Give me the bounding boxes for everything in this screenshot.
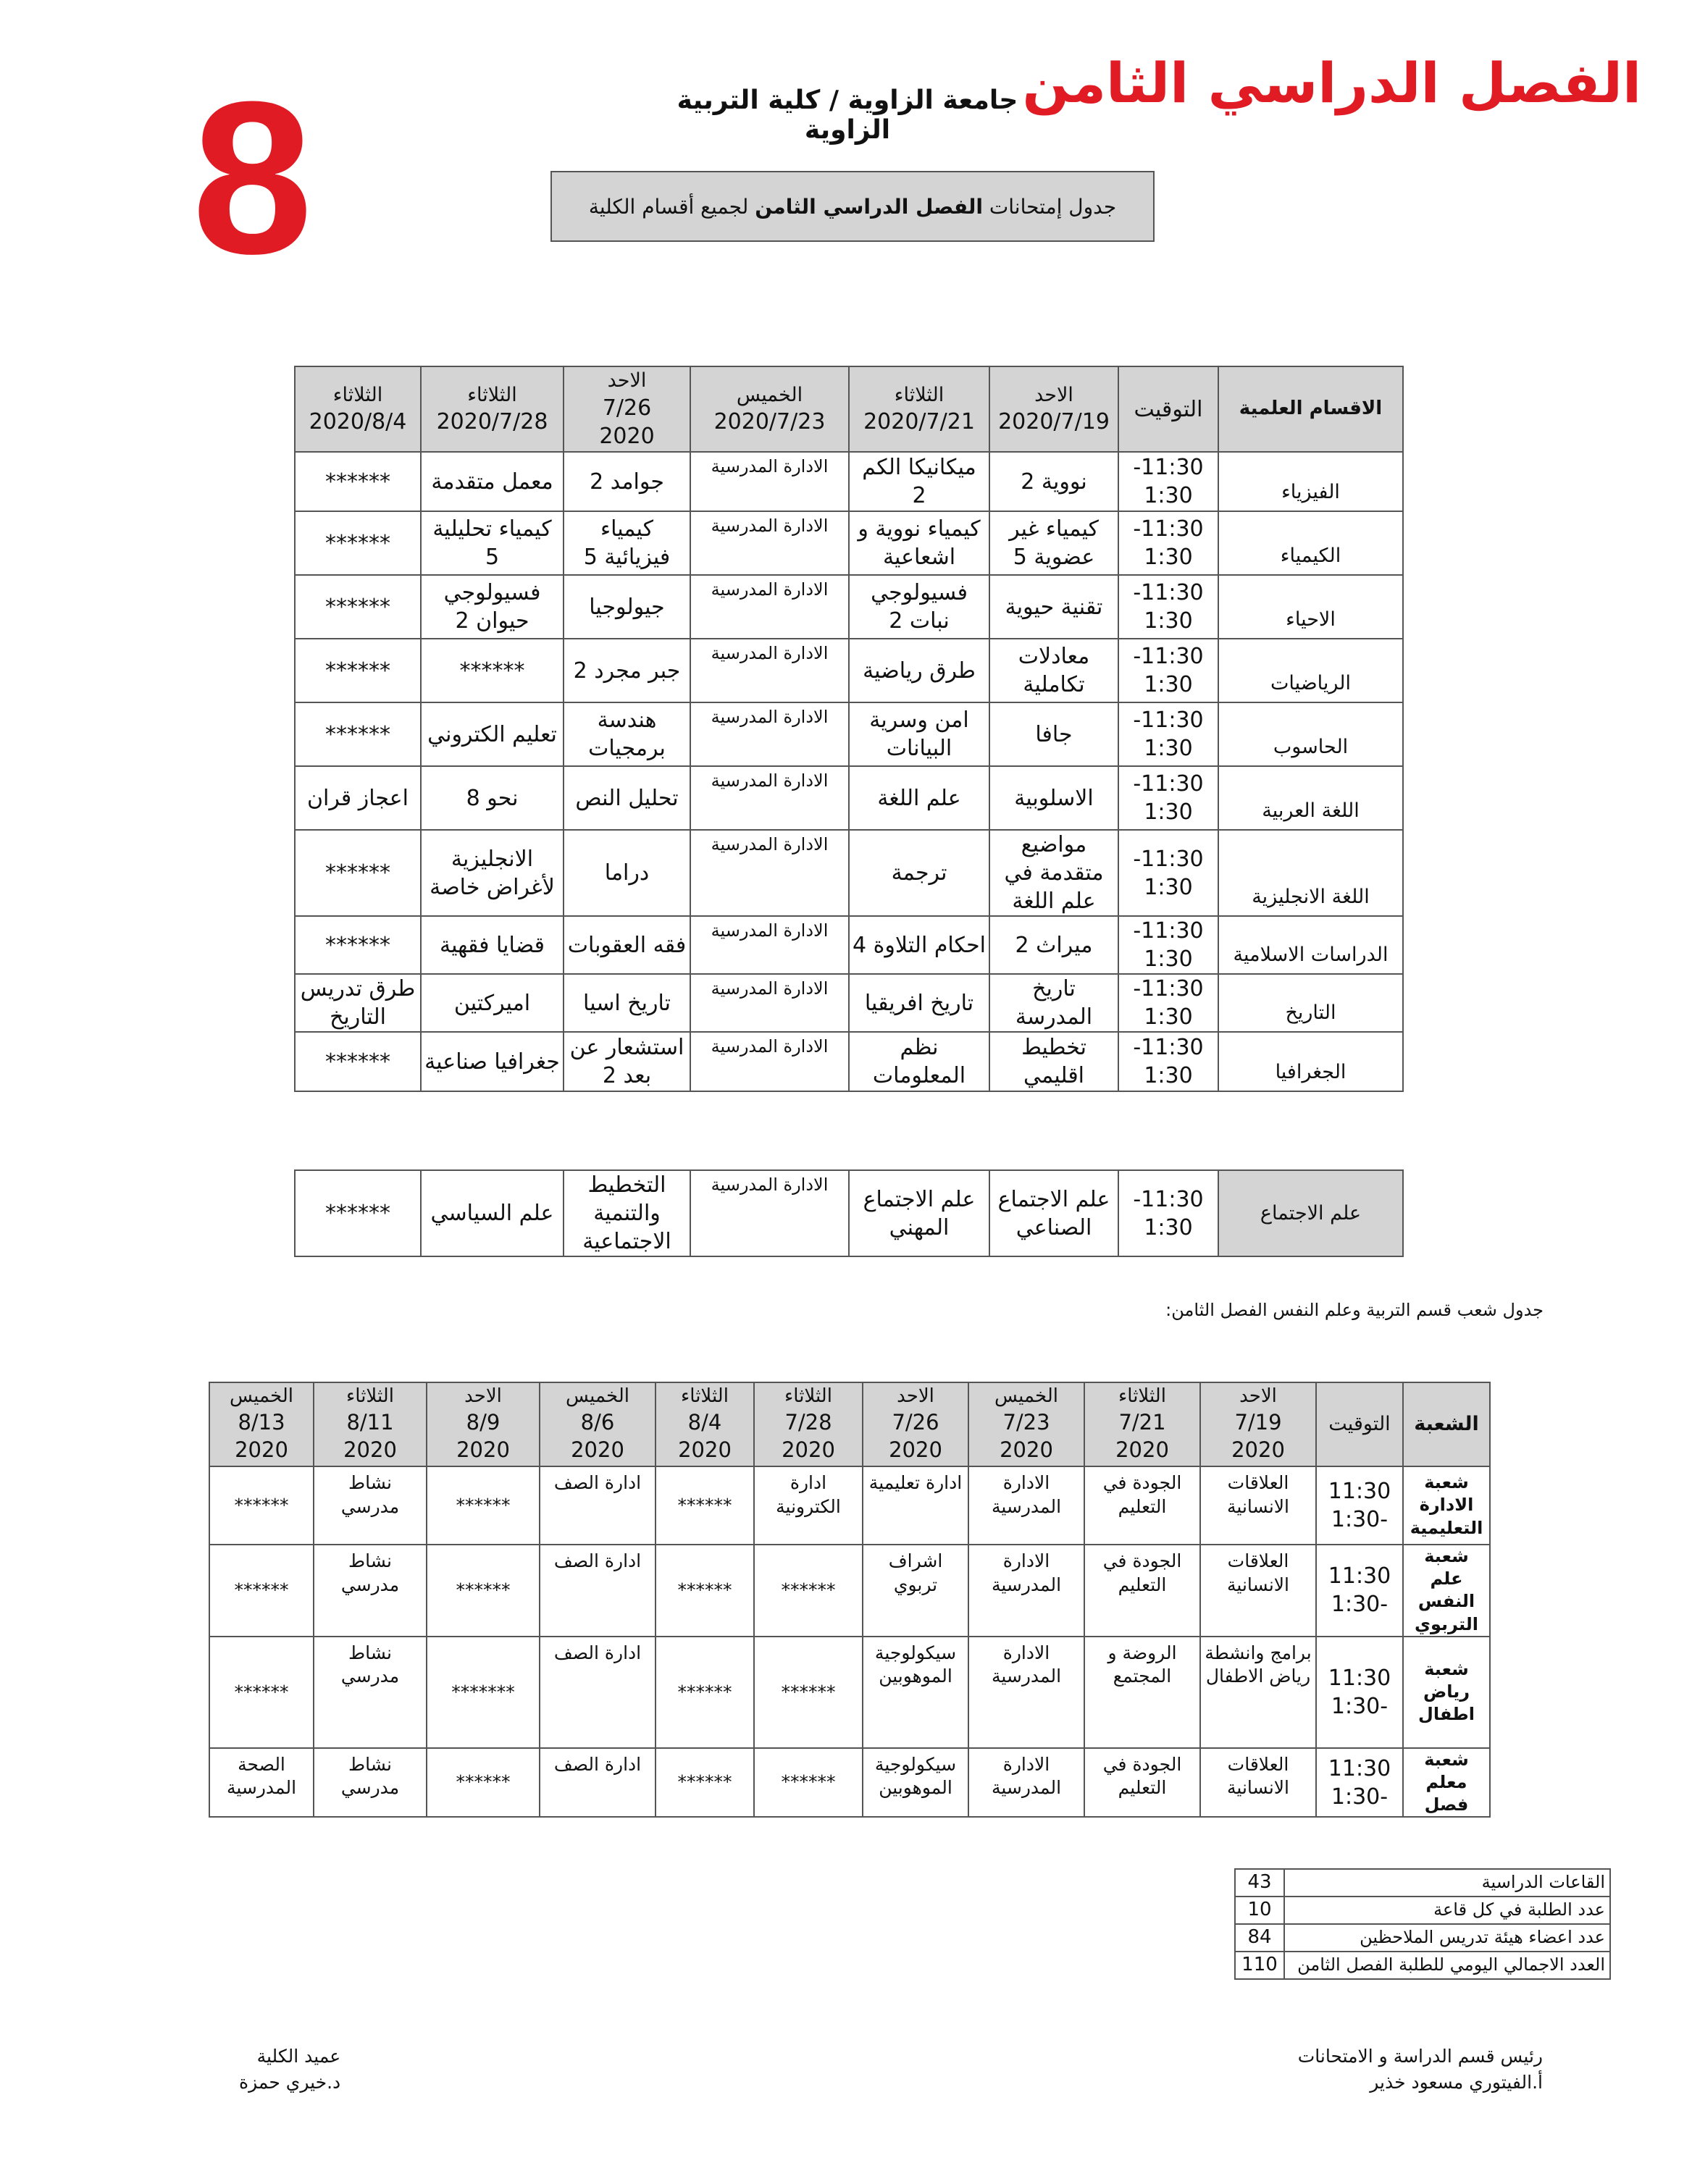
day-date: 7/26	[602, 395, 652, 421]
exam-cell: ******	[427, 1748, 540, 1818]
day-year: 2020	[1115, 1437, 1169, 1462]
day-year: 2020	[782, 1437, 835, 1462]
exam-cell: اشراف تربوي	[863, 1545, 968, 1637]
exam-cell: معادلات تكاملية	[989, 639, 1118, 702]
exam-cell: اميركتين	[421, 974, 564, 1032]
exam-cell: الادارة المدرسية	[968, 1637, 1084, 1748]
dept-name: الاحياء	[1218, 575, 1403, 639]
exam-cell: ******	[295, 916, 421, 974]
header-day-3	[690, 366, 849, 452]
branch-name: شعبة رياض اطفال	[1403, 1637, 1490, 1748]
exam-cell: الانجليزية لأغراض خاصة	[421, 830, 564, 916]
exam-cell: ******	[209, 1637, 314, 1748]
day-name: الاحد	[464, 1385, 502, 1408]
departments-exam-table	[294, 366, 1404, 1092]
exam-cell: تاريخ اسيا	[564, 974, 690, 1032]
dept-name: الحاسوب	[1218, 702, 1403, 766]
time-end: -1:30	[1331, 1507, 1389, 1532]
exam-time	[1316, 1748, 1403, 1818]
time-end: 1:30	[1144, 608, 1193, 634]
day-date: 7/28	[784, 1410, 832, 1435]
exam-cell: ******	[295, 1032, 421, 1091]
day-name: الثلاثاء	[332, 383, 383, 406]
header-day-1	[1200, 1382, 1316, 1466]
exam-cell: فسيولوجي نبات 2	[849, 575, 989, 639]
exam-cell: ******	[295, 1170, 421, 1256]
day-name: الثلاثاء	[467, 383, 517, 406]
time-start: 11:30-	[1133, 455, 1204, 480]
exam-cell: دراما	[564, 830, 690, 916]
exam-cell: ادارة تعليمية	[863, 1466, 968, 1545]
exam-cell: ******	[295, 511, 421, 575]
exam-cell: ******	[754, 1545, 863, 1637]
exam-cell: ******	[209, 1545, 314, 1637]
day-year: 2020	[343, 1437, 397, 1462]
exam-cell: ******	[209, 1466, 314, 1545]
dept-name: علم الاجتماع	[1218, 1170, 1403, 1256]
exam-cell: برامج وانشطة رياض الاطفال	[1200, 1637, 1316, 1748]
exam-cell: فسيولوجي حيوان 2	[421, 575, 564, 639]
exam-cell: ******	[656, 1545, 754, 1637]
time-end: 1:30	[1144, 545, 1193, 570]
day-year: 2020	[1000, 1437, 1053, 1462]
header-day-5	[421, 366, 564, 452]
exam-cell: كيمياء تحليلية 5	[421, 511, 564, 575]
subtitle-prefix: جدول إمتحانات	[989, 194, 1117, 219]
exam-cell: ******	[427, 1545, 540, 1637]
exam-cell: ******	[427, 1466, 540, 1545]
time-start: 11:30-	[1133, 580, 1204, 605]
header-day-5	[754, 1382, 863, 1466]
exam-cell: الصحة المدرسية	[209, 1748, 314, 1818]
time-end: 1:30	[1144, 1214, 1193, 1240]
header-day-7	[540, 1382, 656, 1466]
exam-cell: ******	[295, 830, 421, 916]
signature-title: عميد الكلية	[256, 2046, 341, 2067]
department-row	[295, 766, 1403, 830]
exam-cell: ******	[295, 452, 421, 511]
day-year: 2020	[678, 1437, 732, 1462]
exam-cell: *******	[427, 1637, 540, 1748]
exam-cell: هندسة برمجيات	[564, 702, 690, 766]
day-name: الخميس	[736, 383, 803, 406]
exam-time	[1118, 974, 1218, 1032]
day-year: 2020	[456, 1437, 510, 1462]
exam-time	[1118, 702, 1218, 766]
stat-value: 10	[1235, 1897, 1284, 1924]
time-start: 11:30-	[1133, 516, 1204, 542]
time-end: 1:30	[1144, 1004, 1193, 1030]
time-start: 11:30-	[1133, 644, 1204, 669]
exam-cell: ******	[656, 1637, 754, 1748]
exam-cell: تخطيط اقليمي	[989, 1032, 1118, 1091]
exam-cell: قضايا فقهية	[421, 916, 564, 974]
day-year: 2020	[1231, 1437, 1285, 1462]
header-time: التوقيت	[1316, 1382, 1403, 1466]
stat-label: القاعات الدراسية	[1284, 1869, 1610, 1897]
stat-value: 43	[1235, 1869, 1284, 1897]
department-row	[295, 830, 1403, 916]
header-day-9	[314, 1382, 427, 1466]
dept-name: الفيزياء	[1218, 452, 1403, 511]
exam-cell: ******	[656, 1748, 754, 1818]
department-row	[295, 639, 1403, 702]
stat-label: العدد الاجمالي اليومي للطلبة الفصل الثامن	[1284, 1952, 1610, 1979]
semester-number: 8	[192, 56, 313, 299]
exam-cell: فقه العقوبات	[564, 916, 690, 974]
department-row	[295, 511, 1403, 575]
exams-head-signature	[1298, 2044, 1543, 2096]
day-date: 2020/7/21	[863, 409, 975, 435]
exam-cell: ******	[754, 1637, 863, 1748]
time-start: 11:30-	[1133, 771, 1204, 797]
day-date: 2020/7/23	[713, 409, 826, 435]
subtitle-bold: الفصل الدراسي الثامن	[755, 194, 983, 219]
exam-cell: الادارة المدرسية	[690, 639, 849, 702]
exam-cell: ******	[656, 1466, 754, 1545]
signature-name: أ.الفيتوري مسعود خذير	[1370, 2072, 1543, 2093]
exam-time	[1118, 766, 1218, 830]
day-name: الثلاثاء	[894, 383, 945, 406]
day-date: 2020/7/19	[998, 409, 1110, 435]
dept-name: الرياضيات	[1218, 639, 1403, 702]
branch-name: شعبة علم النفس التربوي	[1403, 1545, 1490, 1637]
day-date: 8/9	[466, 1410, 501, 1435]
dept-name: الدراسات الاسلامية	[1218, 916, 1403, 974]
exam-time	[1118, 1032, 1218, 1091]
header-day-4	[863, 1382, 968, 1466]
exam-cell: ادارة الصف	[540, 1637, 656, 1748]
department-row	[295, 1032, 1403, 1091]
exam-cell: علم اللغة	[849, 766, 989, 830]
exam-cell: استشعار عن بعد 2	[564, 1032, 690, 1091]
exam-cell: الادارة المدرسية	[690, 452, 849, 511]
statistics-table	[1234, 1868, 1611, 1980]
exam-time	[1316, 1466, 1403, 1545]
day-date: 7/21	[1118, 1410, 1166, 1435]
exam-cell: علم السياسي	[421, 1170, 564, 1256]
stat-row	[1235, 1952, 1610, 1979]
time-end: 1:30	[1144, 736, 1193, 761]
exam-time	[1118, 639, 1218, 702]
exam-cell: جوامد 2	[564, 452, 690, 511]
exam-cell: تحليل النص	[564, 766, 690, 830]
exam-cell: نشاط مدرسي	[314, 1545, 427, 1637]
exam-time	[1118, 916, 1218, 974]
day-name: الخميس	[230, 1385, 293, 1408]
exam-cell: الجودة في التعليم	[1084, 1466, 1200, 1545]
dept-name: التاريخ	[1218, 974, 1403, 1032]
day-date: 8/11	[346, 1410, 394, 1435]
header-day-6	[295, 366, 421, 452]
exam-cell: ******	[295, 575, 421, 639]
exam-cell: امن وسرية البيانات	[849, 702, 989, 766]
exam-cell: مواضيع متقدمة في علم اللغة	[989, 830, 1118, 916]
time-start: 11:30	[1328, 1563, 1391, 1589]
header-dept: الاقسام العلمية	[1218, 366, 1403, 452]
exam-cell: كيمياء نووية و اشعاعية	[849, 511, 989, 575]
time-end: 1:30	[1144, 874, 1193, 900]
exam-cell: العلاقات الانسانية	[1200, 1466, 1316, 1545]
exam-cell: تاريخ افريقيا	[849, 974, 989, 1032]
sociology-exam-table	[294, 1169, 1404, 1257]
time-start: 11:30	[1328, 1479, 1391, 1504]
time-start: 11:30-	[1133, 846, 1204, 872]
day-date: 8/6	[580, 1410, 615, 1435]
branches-exam-table	[209, 1382, 1491, 1818]
branches-caption: جدول شعب قسم التربية وعلم النفس الفصل الثامن:	[1165, 1300, 1544, 1320]
time-start: 11:30-	[1133, 918, 1204, 944]
department-row	[295, 974, 1403, 1032]
time-end: 1:30	[1144, 1063, 1193, 1088]
exam-time	[1316, 1545, 1403, 1637]
day-name: الاحد	[607, 369, 647, 392]
time-end: -1:30	[1331, 1784, 1389, 1810]
header-branch: الشعبة	[1403, 1382, 1490, 1466]
exam-cell: نظم المعلومات	[849, 1032, 989, 1091]
time-end: -1:30	[1331, 1592, 1389, 1618]
header-day-2	[1084, 1382, 1200, 1466]
day-name: الثلاثاء	[346, 1385, 394, 1408]
dept-name: الجغرافيا	[1218, 1032, 1403, 1091]
time-start: 11:30-	[1133, 1035, 1204, 1060]
subtitle-suffix: لجميع أقسام الكلية	[588, 194, 749, 219]
exam-cell: الادارة المدرسية	[690, 974, 849, 1032]
exam-cell: العلاقات الانسانية	[1200, 1545, 1316, 1637]
exam-cell: ******	[421, 639, 564, 702]
exam-cell: سيكولوجية الموهوبين	[863, 1748, 968, 1818]
exam-cell: جغرافيا صناعية	[421, 1032, 564, 1091]
signature-title: رئيس قسم الدراسة و الامتحانات	[1297, 2046, 1543, 2067]
header-day-3	[968, 1382, 1084, 1466]
exam-cell: كيمياء غير عضوية 5	[989, 511, 1118, 575]
exam-cell: احكام التلاوة 4	[849, 916, 989, 974]
exam-cell: جافا	[989, 702, 1118, 766]
day-year: 2020	[235, 1437, 288, 1462]
exam-cell: علم الاجتماع المهني	[849, 1170, 989, 1256]
exam-cell: معمل متقدمة	[421, 452, 564, 511]
stat-row	[1235, 1897, 1610, 1924]
time-start: 11:30-	[1133, 976, 1204, 1001]
exam-time	[1118, 575, 1218, 639]
exam-time	[1118, 511, 1218, 575]
branch-row	[209, 1637, 1490, 1748]
department-row	[295, 702, 1403, 766]
day-name: الخميس	[566, 1385, 629, 1408]
exam-time	[1316, 1637, 1403, 1748]
time-end: 1:30	[1144, 799, 1193, 825]
day-date: 2020/7/28	[436, 409, 548, 435]
stat-value: 110	[1235, 1952, 1284, 1979]
exam-cell: الادارة المدرسية	[968, 1466, 1084, 1545]
header-day-2	[849, 366, 989, 452]
exam-cell: ميكانيكا الكم 2	[849, 452, 989, 511]
exam-cell: الادارة المدرسية	[690, 830, 849, 916]
exam-cell: الادارة المدرسية	[968, 1748, 1084, 1818]
header-day-10	[209, 1382, 314, 1466]
dept-name: اللغة العربية	[1218, 766, 1403, 830]
stat-value: 84	[1235, 1924, 1284, 1952]
dept-name: اللغة الانجليزية	[1218, 830, 1403, 916]
schedule-subtitle	[550, 171, 1155, 242]
day-name: الثلاثاء	[681, 1385, 729, 1408]
branch-name: شعبة معلم فصل	[1403, 1748, 1490, 1818]
time-end: 1:30	[1144, 946, 1193, 972]
exam-cell: ادارة الكترونية	[754, 1466, 863, 1545]
exam-cell: ترجمة	[849, 830, 989, 916]
branch-row	[209, 1466, 1490, 1545]
exam-cell: نشاط مدرسي	[314, 1466, 427, 1545]
branch-name: شعبة الادارة التعليمية	[1403, 1466, 1490, 1545]
day-name: الخميس	[994, 1385, 1058, 1408]
exam-cell: الادارة المدرسية	[690, 575, 849, 639]
day-date: 8/13	[238, 1410, 285, 1435]
exam-cell: طرق رياضية	[849, 639, 989, 702]
day-date: 7/26	[892, 1410, 939, 1435]
exam-cell: الاسلوبية	[989, 766, 1118, 830]
exam-cell: الادارة المدرسية	[690, 1032, 849, 1091]
exam-cell: نشاط مدرسي	[314, 1637, 427, 1748]
exam-cell: اعجاز قران	[295, 766, 421, 830]
exam-cell: جيولوجيا	[564, 575, 690, 639]
exam-cell: الادارة المدرسية	[690, 766, 849, 830]
exam-cell: ادارة الصف	[540, 1545, 656, 1637]
exam-cell: التخطيط والتنمية الاجتماعية	[564, 1170, 690, 1256]
day-date: 7/19	[1234, 1410, 1282, 1435]
header-day-6	[656, 1382, 754, 1466]
time-start: 11:30	[1328, 1665, 1391, 1691]
time-start: 11:30-	[1133, 1186, 1204, 1212]
header-day-8	[427, 1382, 540, 1466]
time-end: 1:30	[1144, 672, 1193, 697]
exam-time	[1118, 452, 1218, 511]
dean-signature	[239, 2044, 340, 2096]
exam-cell: ادارة الصف	[540, 1748, 656, 1818]
exam-cell: سيكولوجية الموهوبين	[863, 1637, 968, 1748]
header-time: التوقيت	[1118, 366, 1218, 452]
exam-cell: طرق تدريس التاريخ	[295, 974, 421, 1032]
time-start: 11:30-	[1133, 707, 1204, 733]
day-name: الاحد	[1239, 1385, 1277, 1408]
exam-cell: الادارة المدرسية	[690, 511, 849, 575]
header-day-1	[989, 366, 1118, 452]
exam-cell: كيمياء فيزيائية 5	[564, 511, 690, 575]
stat-label: عدد اعضاء هيئة تدريس الملاحظين	[1284, 1924, 1610, 1952]
exam-cell: الادارة المدرسية	[968, 1545, 1084, 1637]
exam-cell: جبر مجرد 2	[564, 639, 690, 702]
day-date: 2020/8/4	[309, 409, 407, 435]
branch-row	[209, 1545, 1490, 1637]
exam-cell: تقنية حيوية	[989, 575, 1118, 639]
exam-cell: ******	[754, 1748, 863, 1818]
stat-row	[1235, 1869, 1610, 1897]
department-row	[295, 916, 1403, 974]
exam-time	[1118, 1170, 1218, 1256]
exam-cell: ******	[295, 639, 421, 702]
day-name: الاحد	[1034, 383, 1073, 406]
day-date: 7/23	[1002, 1410, 1050, 1435]
exam-cell: نشاط مدرسي	[314, 1748, 427, 1818]
day-year: 2020	[571, 1437, 624, 1462]
day-name: الاحد	[897, 1385, 934, 1408]
time-end: 1:30	[1144, 483, 1193, 508]
exam-cell: ميراث 2	[989, 916, 1118, 974]
exam-cell: علم الاجتماع الصناعي	[989, 1170, 1118, 1256]
exam-cell: ******	[295, 702, 421, 766]
dept-name: الكيمياء	[1218, 511, 1403, 575]
exam-cell: تاريخ المدرسة	[989, 974, 1118, 1032]
university-name: جامعة الزاوية / كلية التربية الزاوية	[677, 85, 1018, 145]
time-end: -1:30	[1331, 1693, 1389, 1719]
header-day-4	[564, 366, 690, 452]
exam-cell: الجودة في التعليم	[1084, 1748, 1200, 1818]
semester-title: الفصل الدراسي الثامن	[1022, 51, 1641, 115]
exam-cell: تعليم الكتروني	[421, 702, 564, 766]
day-year: 2020	[889, 1437, 942, 1462]
exam-cell: الادارة المدرسية	[690, 1170, 849, 1256]
exam-cell: العلاقات الانسانية	[1200, 1748, 1316, 1818]
day-year: 2020	[599, 423, 655, 449]
department-row	[295, 575, 1403, 639]
branch-row	[209, 1748, 1490, 1818]
stat-row	[1235, 1924, 1610, 1952]
stat-label: عدد الطلبة في كل قاعة	[1284, 1897, 1610, 1924]
exam-cell: نحو 8	[421, 766, 564, 830]
exam-cell: الجودة في التعليم	[1084, 1545, 1200, 1637]
day-name: الثلاثاء	[784, 1385, 832, 1408]
signature-name: د.خيري حمزة	[239, 2072, 341, 2093]
exam-cell: الادارة المدرسية	[690, 702, 849, 766]
day-name: الثلاثاء	[1118, 1385, 1166, 1408]
sociology-row	[295, 1170, 1403, 1256]
exam-cell: نووية 2	[989, 452, 1118, 511]
department-row	[295, 452, 1403, 511]
time-start: 11:30	[1328, 1755, 1391, 1781]
exam-cell: الادارة المدرسية	[690, 916, 849, 974]
exam-time	[1118, 830, 1218, 916]
day-date: 8/4	[687, 1410, 722, 1435]
exam-cell: ادارة الصف	[540, 1466, 656, 1545]
exam-cell: الروضة و المجتمع	[1084, 1637, 1200, 1748]
